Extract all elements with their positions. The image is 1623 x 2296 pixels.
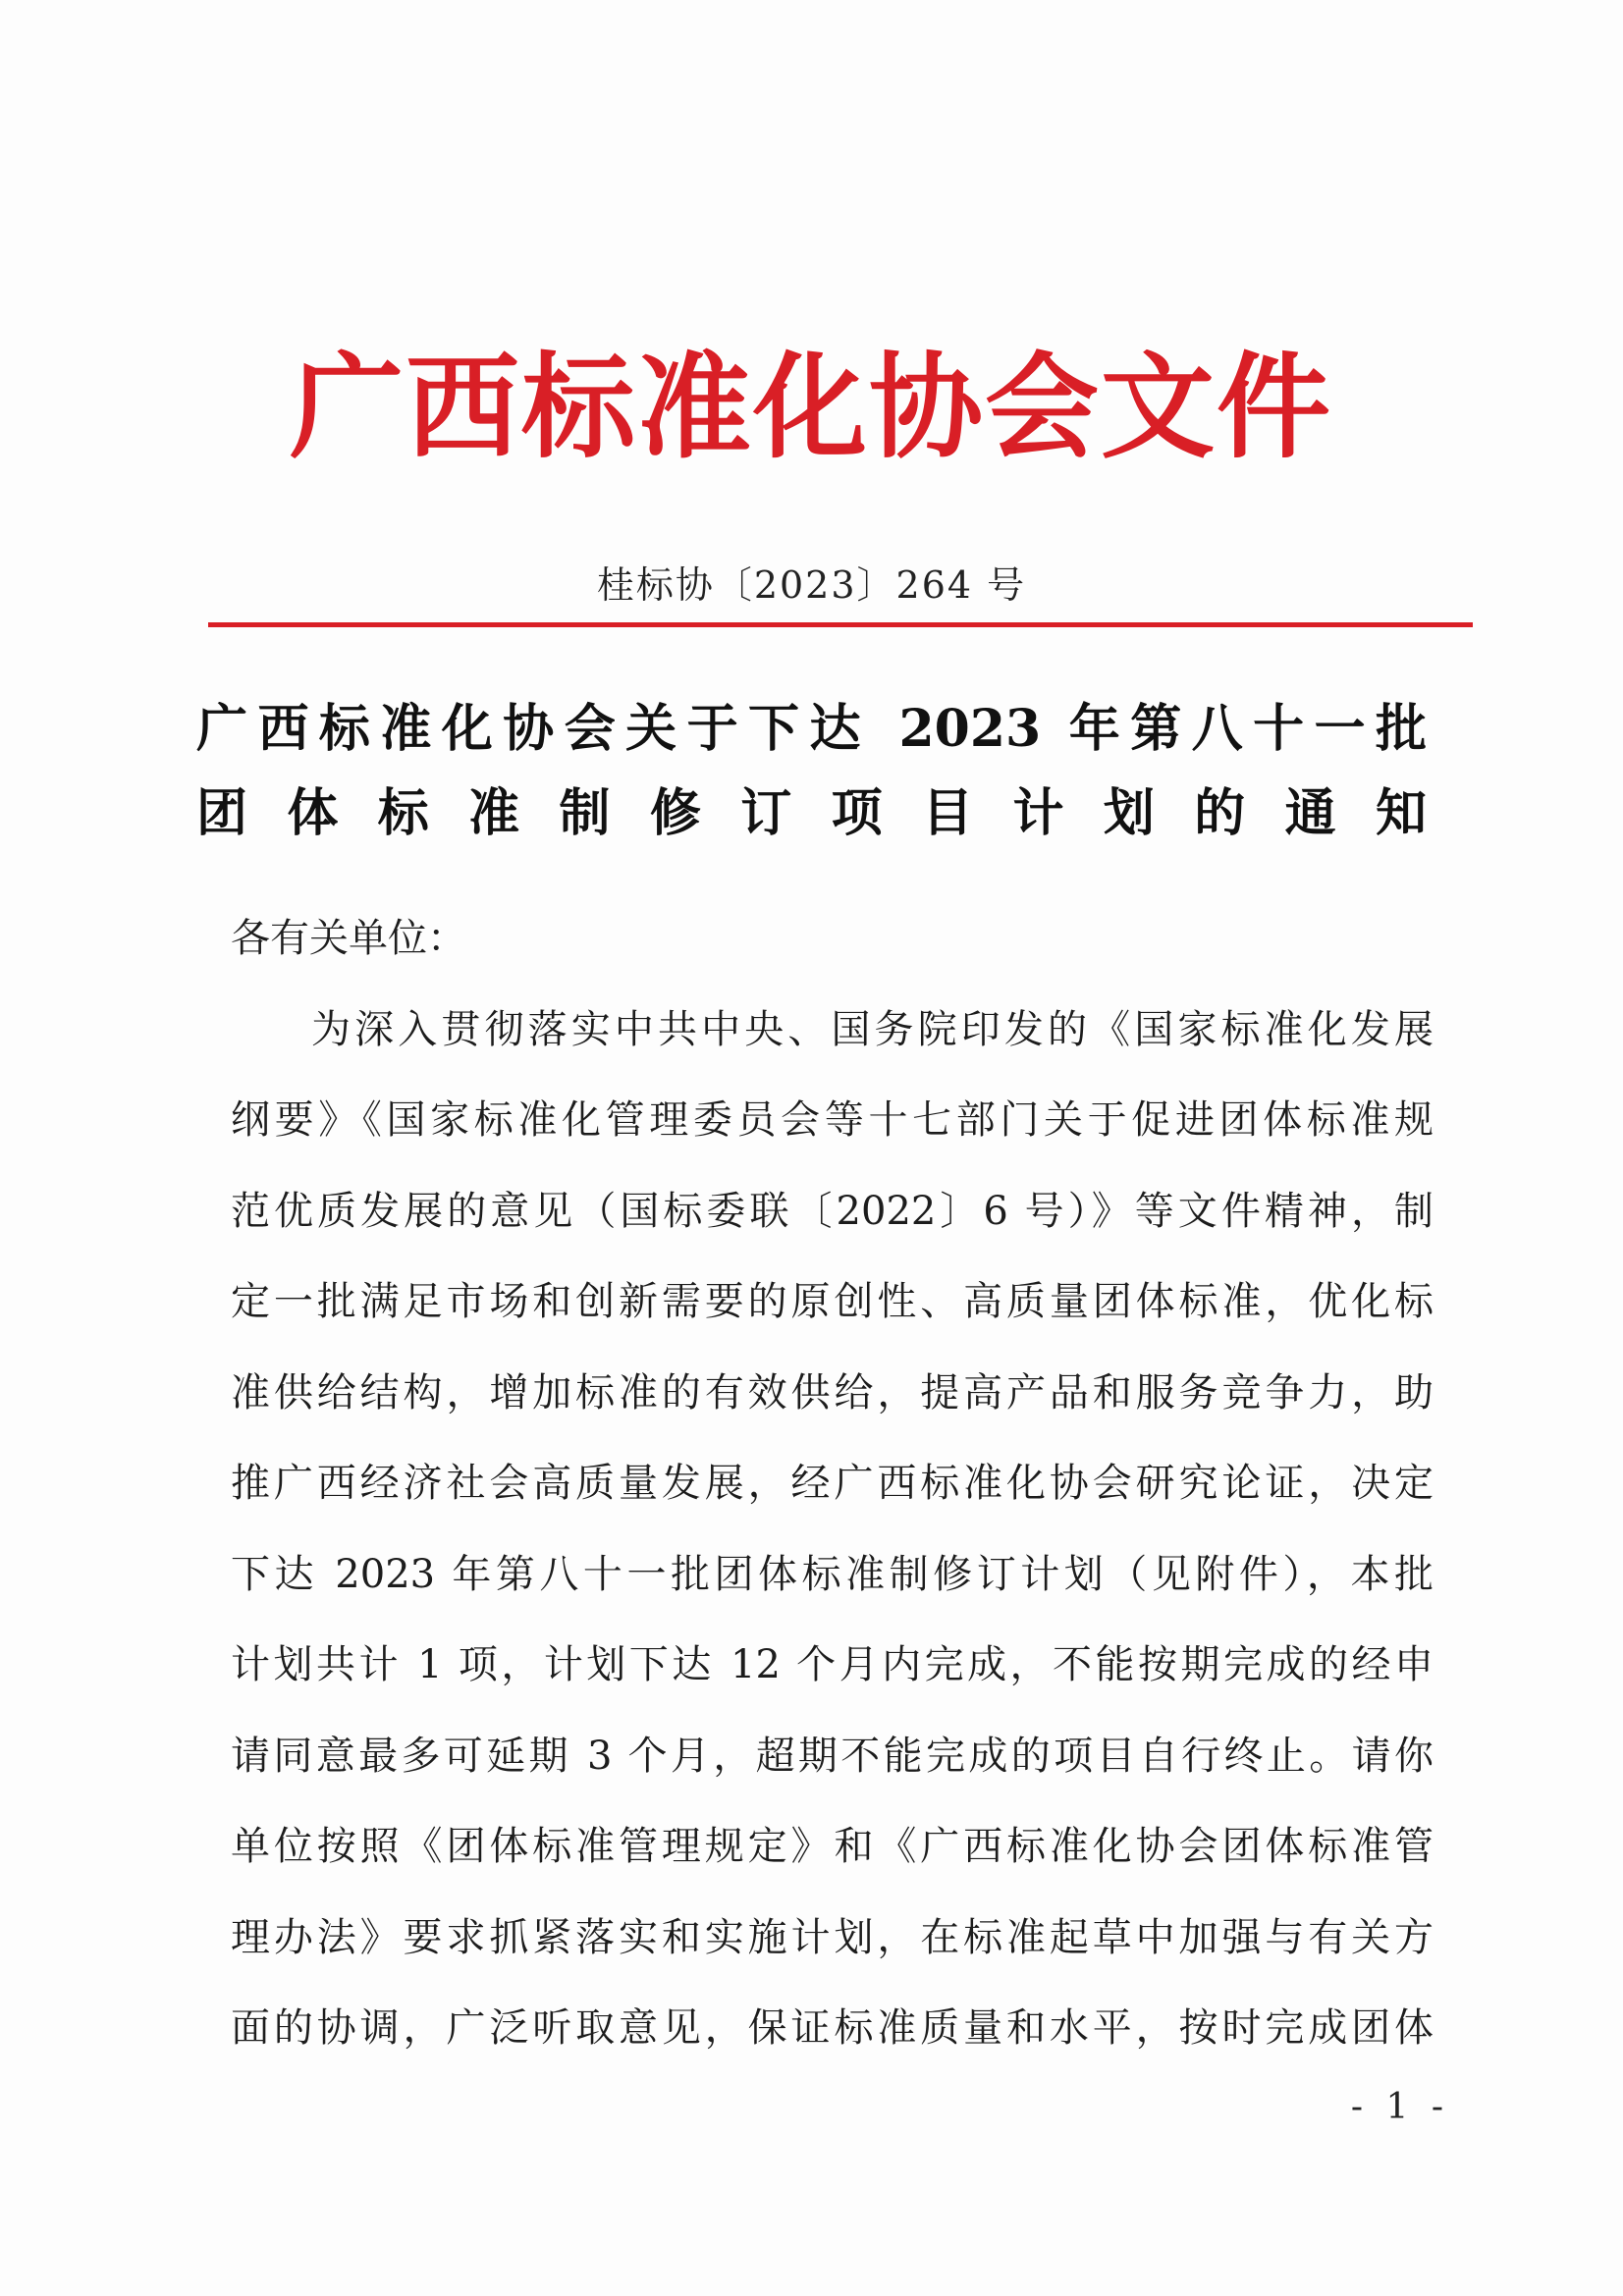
body-line-4: 定一批满足市场和创新需要的原创性、高质量团体标准，优化标 <box>231 1279 1434 1324</box>
body-line-7: 下达 2023 年第八十一批团体标准制修订计划（见附件），本批 <box>231 1551 1434 1597</box>
body-line-5: 准供给结构，增加标准的有效供给，提高产品和服务竞争力，助 <box>231 1369 1434 1415</box>
page-number: - 1 - <box>1350 2087 1449 2127</box>
body-line-12: 面的协调，广泛听取意见，保证标准质量和水平，按时完成团体 <box>231 2005 1434 2051</box>
notice-title <box>196 687 1427 856</box>
body-line-1: 为深入贯彻落实中共中央、国务院印发的《国家标准化发展 <box>311 1006 1434 1052</box>
document-number: 桂标协〔2023〕264 号 <box>596 563 1027 607</box>
body-line-3: 范优质发展的意见（国标委联〔2022〕6 号）》等文件精神，制 <box>231 1188 1434 1234</box>
body-line-11: 理办法》要求抓紧落实和实施计划，在标准起草中加强与有关方 <box>231 1914 1434 1960</box>
body-line-2: 纲要》《国家标准化管理委员会等十七部门关于促进团体标准规 <box>231 1097 1434 1143</box>
notice-body <box>231 893 1434 2074</box>
body-line-9: 请同意最多可延期 3 个月，超期不能完成的项目自行终止。请你 <box>231 1733 1434 1779</box>
masthead-title: 广西标准化协会文件 <box>290 341 1332 474</box>
red-divider-line <box>208 622 1473 627</box>
body-line-10: 单位按照《团体标准管理规定》和《广西标准化协会团体标准管 <box>231 1824 1434 1869</box>
notice-title-line-1: 广西标准化协会关于下达 2023 年第八十一批 <box>196 699 1427 759</box>
salutation: 各有关单位： <box>231 916 466 961</box>
body-line-6: 推广西经济社会高质量发展，经广西标准化协会研究论证，决定 <box>231 1461 1434 1506</box>
body-line-8: 计划共计 1 项，计划下达 12 个月内完成，不能按期完成的经申 <box>231 1642 1434 1687</box>
notice-title-line-2: 团体标准制修订项目计划的通知 <box>196 783 1427 843</box>
